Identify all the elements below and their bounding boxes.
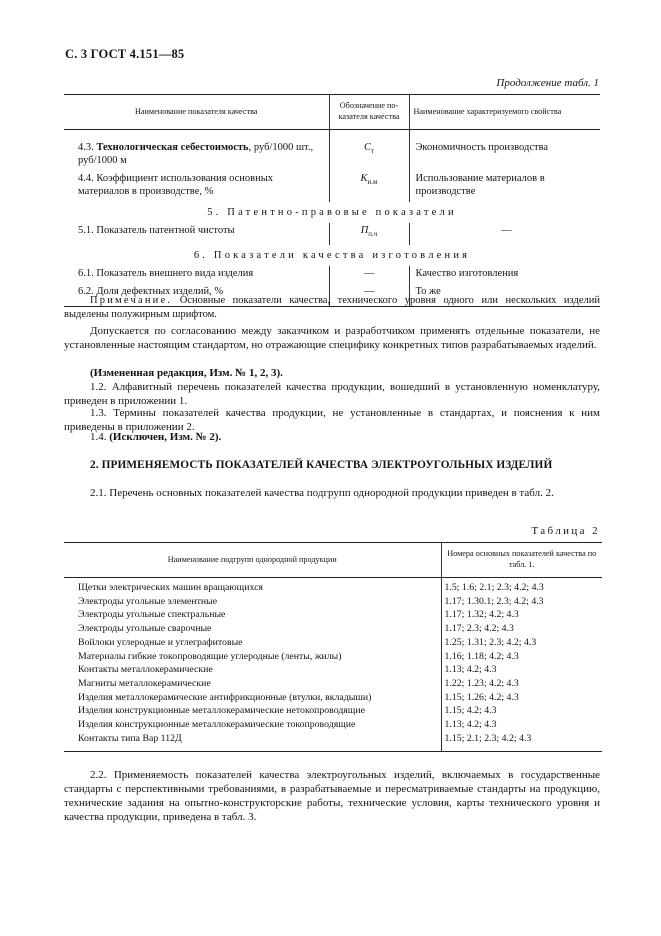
t1-row-5-1-symbol: $П_{п.ч}$ bbox=[329, 223, 409, 245]
t2-cell-name: Изделия конструкционные металлокерамические токопроводящие bbox=[78, 719, 356, 731]
t1-row-5-1-name: 5.1. Показатель патентной чистоты bbox=[78, 225, 235, 236]
t1-row-5-1-property: — bbox=[501, 225, 512, 236]
t1-row-4-4-symbol: $К_{и.м}$ bbox=[329, 171, 409, 202]
table-row bbox=[64, 663, 602, 677]
table-row bbox=[64, 171, 600, 202]
t1-section-5-title: 5. Патентно-правовые показатели bbox=[207, 207, 457, 218]
paragraph-2-1: 2.1. Перечень основных показателей качества подгрупп однородной продукции приведен в табл. 2. bbox=[90, 487, 554, 499]
table-row bbox=[64, 691, 602, 705]
t2-cell-name: Контакты металлокерамические bbox=[78, 664, 213, 676]
t1-row-4-3-property: Экономичность производства bbox=[415, 142, 549, 153]
table-row bbox=[64, 578, 602, 595]
page-header: С. 3 ГОСТ 4.151—85 bbox=[65, 47, 185, 61]
paragraph-allowed: Допускается по согласованию между заказчиком и разработчиком применять отдельные показатели, не установленные настоящим стандартом, но отражающие специфику конкретных типов разрабатываемых изделий. bbox=[64, 325, 600, 351]
t1-header-property: Наименование характеризуемого свойства bbox=[409, 95, 600, 130]
t2-cell-name: Изделия металлокерамические антифрикционные (втулки, вкладыши) bbox=[78, 691, 372, 703]
table-row bbox=[64, 595, 602, 609]
t2-cell-name: Контакты типа Вар 112Д bbox=[64, 732, 441, 752]
t1-row-4-3-symbol: $С_т$ bbox=[329, 140, 409, 171]
t2-cell-numbers: 1.13; 4.2; 4.3 bbox=[441, 718, 602, 732]
note-paragraph bbox=[64, 294, 600, 322]
t2-cell-name: Электроды угольные сварочные bbox=[78, 623, 212, 635]
table-row bbox=[64, 718, 602, 732]
t2-cell-numbers: 1.17; 1.30.1; 2.3; 4.2; 4.3 bbox=[441, 595, 602, 609]
t1-row-6-1-property: Качество изготовления bbox=[415, 268, 519, 280]
t2-cell-numbers: 1.15; 2.1; 2.3; 4.2; 4.3 bbox=[441, 732, 602, 752]
table-row bbox=[64, 677, 602, 691]
t2-cell-numbers: 1.25; 1.31; 2.3; 4.2; 4.3 bbox=[441, 636, 602, 650]
t2-header-name: Наименование подгрупп однородной продукции bbox=[64, 543, 441, 578]
table-row bbox=[64, 266, 600, 284]
table-row bbox=[64, 636, 602, 650]
table-row bbox=[64, 732, 602, 752]
t2-cell-name: Электроды угольные элементные bbox=[78, 595, 218, 607]
t2-cell-name: Магниты металлокерамические bbox=[78, 677, 211, 689]
t1-section-5-row bbox=[64, 202, 600, 223]
paragraph-1-2: 1.2. Алфавитный перечень показателей качества продукции, вошедший в установленную номенклатуру, приведен в приложении 1. bbox=[64, 381, 600, 407]
t1-row-6-1-name: 6.1. Показатель внешнего вида изделия bbox=[78, 268, 254, 280]
t1-row-6-1-symbol: — bbox=[329, 266, 409, 284]
t2-cell-numbers: 1.22; 1.23; 4.2; 4.3 bbox=[441, 677, 602, 691]
table-row bbox=[64, 608, 602, 622]
t1-row-6-2-property: То же bbox=[409, 284, 600, 307]
t1-header-symbol: Обозначение по-казателя качества bbox=[329, 95, 409, 130]
table-1-continuation bbox=[64, 94, 600, 307]
t1-row-4-4-property: Использование материалов в производстве bbox=[415, 173, 545, 197]
t2-cell-numbers: 1.5; 1.6; 2.1; 2.3; 4.2; 4.3 bbox=[441, 578, 602, 595]
t2-cell-numbers: 1.15; 4.2; 4.3 bbox=[441, 704, 602, 718]
t2-cell-numbers: 1.13; 4.2; 4.3 bbox=[441, 663, 602, 677]
note-label: Примечание. bbox=[90, 295, 173, 306]
t2-cell-name: Изделия конструкционные металлокерамические нетокопроводящие bbox=[78, 705, 365, 717]
paragraph-1-4: 1.4. (Исключен, Изм. № 2). bbox=[90, 431, 222, 443]
continuation-label: Продолжение табл. 1 bbox=[496, 77, 599, 89]
table-row bbox=[64, 223, 600, 245]
paragraph-2-2: 2.2. Применяемость показателей качества электроугольных изделий, включаемых в государственные стандарты с перспективными требованиями, в разрабатываемые и пересматриваемые стандарты на продукцию, технические задания на опытно-конструкторские работы, технические условия, карты технического уровня и качества продукции, приведена в табл. 3. bbox=[64, 769, 600, 823]
t1-row-6-2-name: 6.2. Доля дефектных изделий, % bbox=[64, 284, 329, 307]
table-row bbox=[64, 622, 602, 636]
table-2 bbox=[64, 542, 602, 752]
section-2-heading: 2. ПРИМЕНЯЕМОСТЬ ПОКАЗАТЕЛЕЙ КАЧЕСТВА ЭЛЕКТРОУГОЛЬНЫХ ИЗДЕЛИЙ bbox=[90, 459, 553, 471]
t2-cell-name: Материалы гибкие токопроводящие углеродные (ленты, жилы) bbox=[78, 650, 342, 662]
t2-cell-numbers: 1.17; 2.3; 4.2; 4.3 bbox=[441, 622, 602, 636]
t2-cell-numbers: 1.17; 1.32; 4.2; 4.3 bbox=[441, 608, 602, 622]
t1-section-6-title: 6. Показатели качества изготовления bbox=[193, 250, 471, 262]
note-text: Основные показатели качества, технического уровня одного или нескольких изделий выделены полужирным шрифтом. bbox=[64, 295, 600, 320]
t1-row-6-2-symbol: — bbox=[329, 284, 409, 307]
t2-cell-name: Электроды угольные спектральные bbox=[78, 609, 226, 621]
t1-row-4-3-name: 4.3. Технологическая себестоимость, руб/1000 шт., руб/1000 м bbox=[78, 142, 314, 166]
t2-cell-name: Войлоки углеродные и углеграфитовые bbox=[78, 636, 243, 648]
paragraph-changed-edition: (Измененная редакция, Изм. № 1, 2, 3). bbox=[90, 367, 283, 379]
table-1-header-row bbox=[64, 95, 600, 130]
t2-cell-numbers: 1.16; 1.18; 4.2; 4.3 bbox=[441, 650, 602, 664]
table-2-header-row bbox=[64, 543, 602, 578]
t1-header-name: Наименование показателя качества bbox=[64, 95, 329, 130]
t2-header-numbers: Номера основных показателей качества по табл. 1. bbox=[441, 543, 602, 578]
paragraph-1-3: 1.3. Термины показателей качества продукции, не установленные в стандартах, и пояснения к ним приведены в приложении 2. bbox=[64, 407, 600, 433]
table-row bbox=[64, 704, 602, 718]
t2-cell-name: Щетки электрических машин вращающихся bbox=[78, 582, 263, 593]
table-row bbox=[64, 140, 600, 171]
table-row bbox=[64, 650, 602, 664]
t2-cell-numbers: 1.15; 1.26; 4.2; 4.3 bbox=[441, 691, 602, 705]
t1-section-6-row bbox=[64, 245, 600, 266]
t1-row-4-4-name: 4.4. Коэффициент использования основных материалов в производстве, % bbox=[78, 173, 274, 197]
table-2-caption: Таблица 2 bbox=[531, 525, 600, 537]
